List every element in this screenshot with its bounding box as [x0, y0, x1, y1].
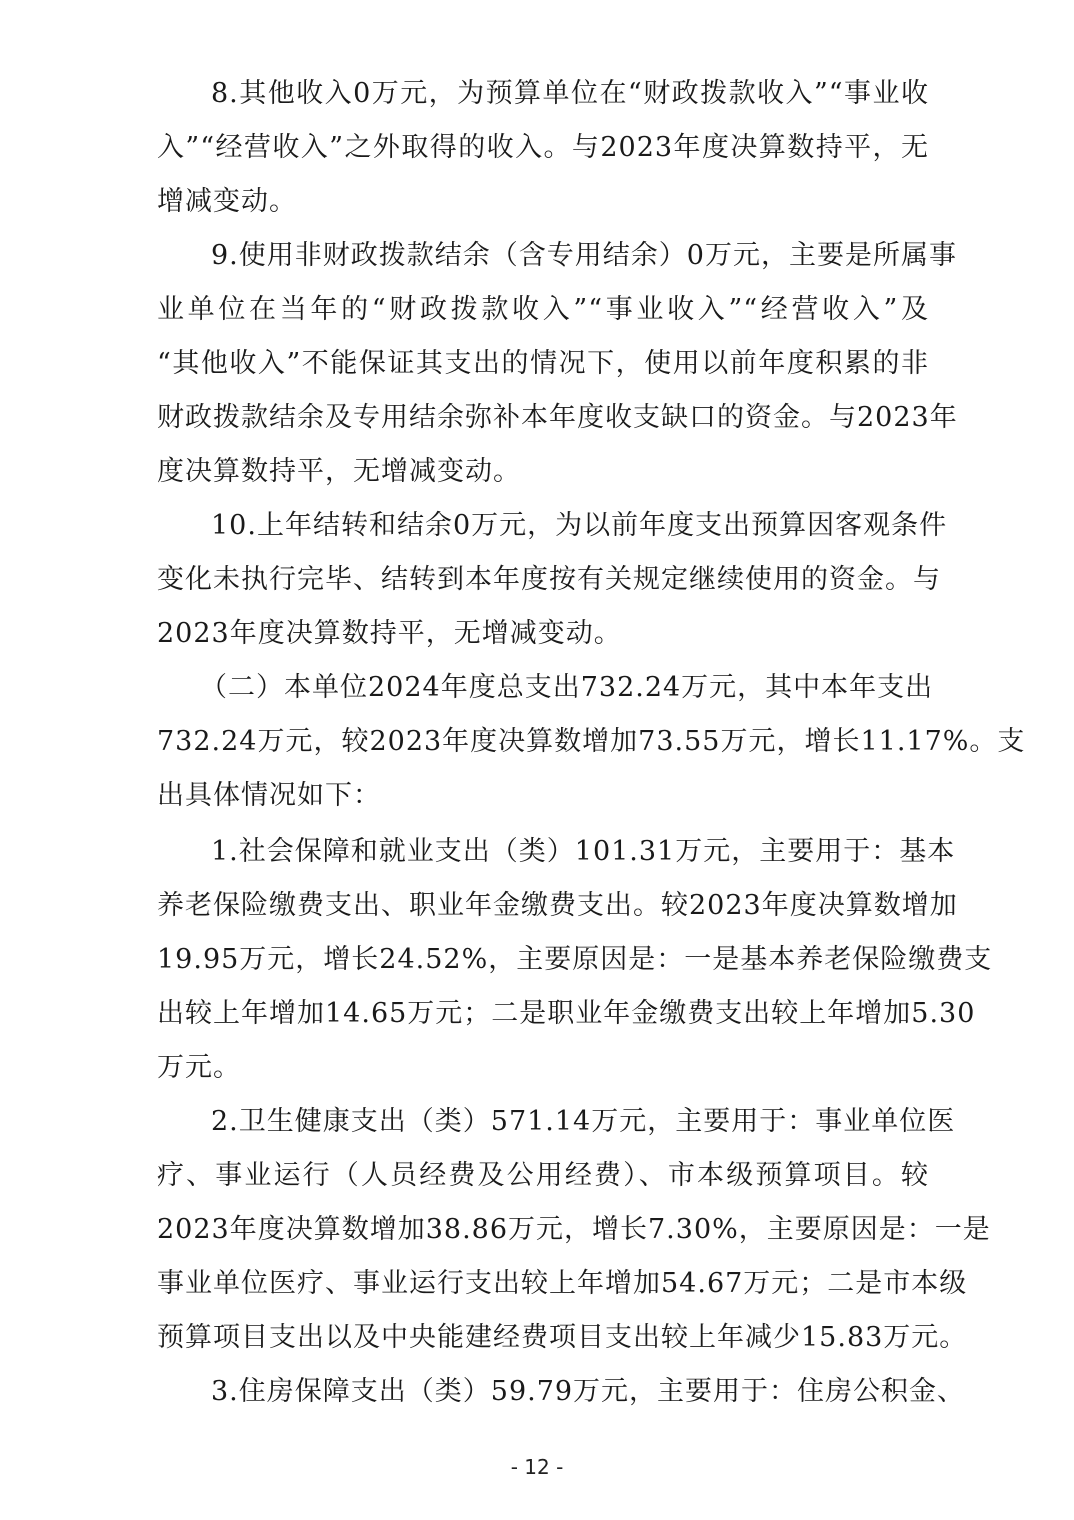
paragraph-line: 2.卫生健康支出（类）571.14万元，主要用于：事业单位医: [211, 1106, 956, 1137]
paragraph-line: 度决算数持平，无增减变动。: [157, 456, 521, 487]
paragraph-line: 变化未执行完毕、结转到本年度按有关规定继续使用的资金。与: [157, 564, 941, 595]
paragraph-line: 出较上年增加14.65万元；二是职业年金缴费支出较上年增加5.30: [157, 998, 976, 1029]
paragraph-line: 业单位在当年的“财政拨款收入”“事业收入”“经营收入”及: [157, 294, 929, 325]
paragraph-line: 10.上年结转和结余0万元，为以前年度支出预算因客观条件: [211, 510, 948, 541]
paragraph-line: 2023年度决算数增加38.86万元，增长7.30%，主要原因是：一是: [157, 1214, 991, 1245]
paragraph-line: 养老保险缴费支出、职业年金缴费支出。较2023年度决算数增加: [157, 890, 958, 921]
paragraph-line: 732.24万元，较2023年度决算数增加73.55万元，增长11.17%。支: [157, 726, 1026, 757]
paragraph-line: 万元。: [157, 1052, 241, 1083]
paragraph-line: 疗、事业运行（人员经费及公用经费）、市本级预算项目。较: [157, 1160, 929, 1191]
paragraph-line: 3.住房保障支出（类）59.79万元，主要用于：住房公积金、: [211, 1376, 966, 1407]
paragraph-line: 出具体情况如下：: [157, 780, 381, 811]
paragraph-line: 1.社会保障和就业支出（类）101.31万元，主要用于：基本: [211, 836, 956, 867]
page-number: - 12 -: [510, 1455, 564, 1479]
paragraph-line: 9.使用非财政拨款结余（含专用结余）0万元，主要是所属事: [211, 240, 957, 271]
paragraph-line: 19.95万元，增长24.52%，主要原因是：一是基本养老保险缴费支: [157, 944, 993, 975]
paragraph-line: 财政拨款结余及专用结余弥补本年度收支缺口的资金。与2023年: [157, 402, 958, 433]
paragraph-line: 入”“经营收入”之外取得的收入。与2023年度决算数持平，无: [157, 132, 929, 163]
paragraph-line: 增减变动。: [157, 186, 297, 217]
paragraph-line: 2023年度决算数持平，无增减变动。: [157, 618, 622, 649]
paragraph-line: 事业单位医疗、事业运行支出较上年增加54.67万元；二是市本级: [157, 1268, 968, 1299]
paragraph-line: 8.其他收入0万元，为预算单位在“财政拨款收入”“事业收: [211, 78, 929, 109]
paragraph-line: 预算项目支出以及中央能建经费项目支出较上年减少15.83万元。: [157, 1322, 968, 1353]
paragraph-line: “其他收入”不能保证其支出的情况下，使用以前年度积累的非: [157, 348, 929, 379]
section-heading-line: （二）本单位2024年度总支出732.24万元，其中本年支出: [200, 672, 934, 703]
